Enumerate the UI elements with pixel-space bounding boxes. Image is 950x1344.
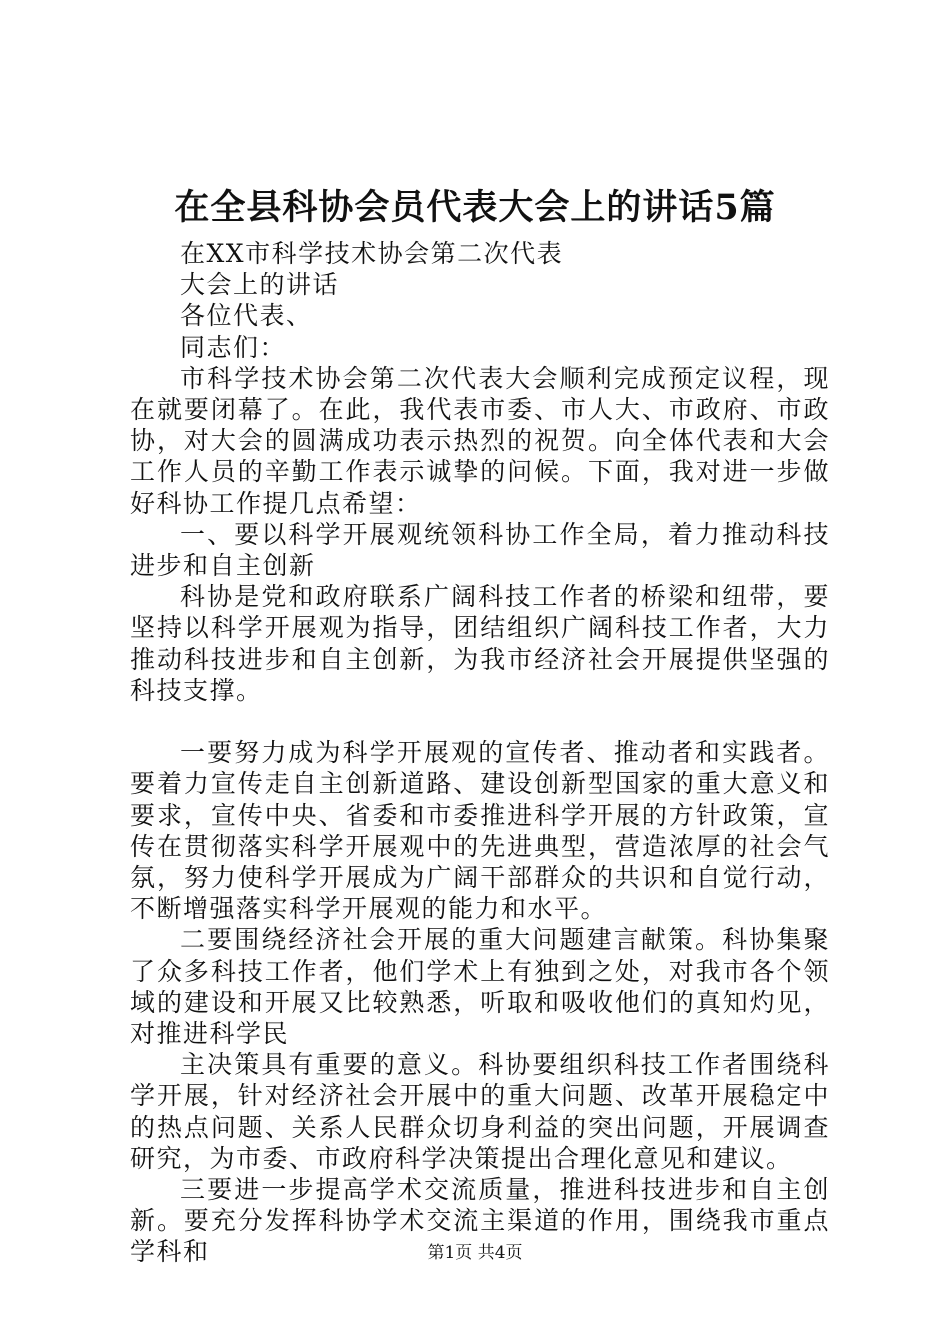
paragraph: 一要努力成为科学开展观的宣传者、推动者和实践者。要着力宣传走自主创新道路、建设创新型国家的重大意义和要求，宣传中央、省委和市委推进科学开展的方针政策，宣传在贯彻落实科学开展观中的先进典型，营造浓厚的社会气氛，努力使科学开展成为广阔干部群众的共识和自觉行动，不断增强落实科学开展观的能力和水平。	[130, 738, 830, 924]
document-body	[130, 238, 830, 1268]
document-title: 在全县科协会员代表大会上的讲话5篇	[174, 187, 776, 228]
blank-line	[130, 706, 830, 737]
paragraph: 同志们：	[180, 332, 287, 362]
section-heading: 一、要以科学开展观统领科协工作全局，着力推动科技进步和自主创新	[130, 519, 830, 581]
paragraph: 主决策具有重要的意义。科协要组织科技工作者围绕科学开展，针对经济社会开展中的重大问题、改革开展稳定中的热点问题、关系人民群众切身利益的突出问题，开展调查研究，为市委、市政府科学决策提出合理化意见和建议。	[130, 1050, 830, 1173]
paragraph: 科协是党和政府联系广阔科技工作者的桥梁和纽带，要坚持以科学开展观为指导，团结组织广阔科技工作者，大力推动科技进步和自主创新，为我市经济社会开展提供坚强的科技支撑。	[130, 582, 830, 705]
paragraph: 三要进一步提高学术交流质量，推进科技进步和自主创新。要充分发挥科协学术交流主渠道的作用，围绕我市重点学科和	[130, 1175, 830, 1267]
paragraph: 在XX市科学技术协会第二次代表	[180, 239, 564, 268]
paragraph: 各位代表、	[180, 301, 313, 331]
page-footer: 第1页 共4页	[427, 1243, 523, 1263]
paragraph: 二要围绕经济社会开展的重大问题建言献策。科协集聚了众多科技工作者，他们学术上有独到之处，对我市各个领域的建设和开展又比较熟悉，听取和吸收他们的真知灼见，对推进科学民	[130, 925, 830, 1049]
paragraph: 大会上的讲话	[180, 270, 340, 300]
paragraph: 市科学技术协会第二次代表大会顺利完成预定议程，现在就要闭幕了。在此，我代表市委、市人大、市政府、市政协，对大会的圆满成功表示热烈的祝贺。向全体代表和大会工作人员的辛勤工作表示诚挚的问候。下面，我对进一步做好科协工作提几点希望：	[130, 363, 830, 518]
